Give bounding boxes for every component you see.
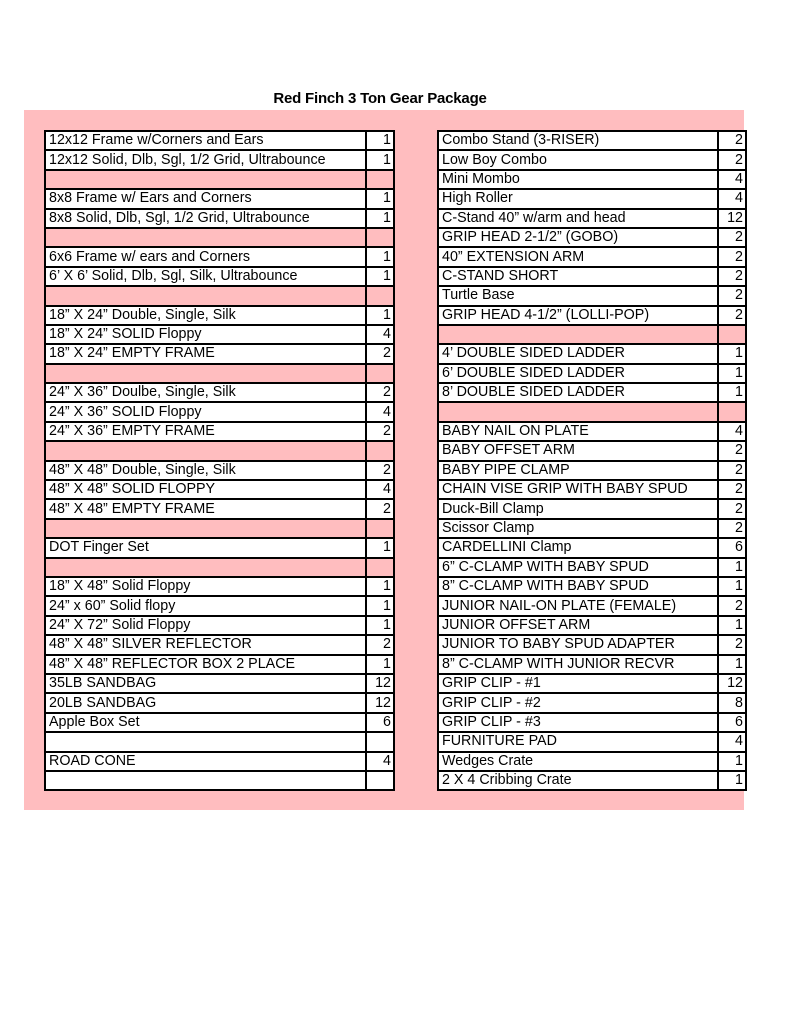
left-item-qty: 12	[366, 693, 394, 712]
column-spacer	[394, 286, 438, 305]
left-item-name: 48” X 48” Double, Single, Silk	[45, 461, 366, 480]
left-item-qty: 1	[366, 209, 394, 228]
left-item-name: 24” X 36” SOLID Floppy	[45, 402, 366, 421]
table-row	[45, 771, 746, 790]
left-item-qty	[366, 228, 394, 247]
column-spacer	[394, 480, 438, 499]
left-item-name: 24” X 36” EMPTY FRAME	[45, 422, 366, 441]
right-item-qty: 2	[718, 441, 746, 460]
right-item-name: 8’ DOUBLE SIDED LADDER	[438, 383, 718, 402]
column-spacer	[394, 209, 438, 228]
right-item-qty: 2	[718, 286, 746, 305]
table-row	[45, 693, 746, 712]
right-item-qty	[718, 402, 746, 421]
column-spacer	[394, 364, 438, 383]
right-item-qty: 2	[718, 499, 746, 518]
right-item-name: FURNITURE PAD	[438, 732, 718, 751]
right-item-name	[438, 402, 718, 421]
right-item-name: CHAIN VISE GRIP WITH BABY SPUD	[438, 480, 718, 499]
column-spacer	[394, 402, 438, 421]
right-item-name: 4’ DOUBLE SIDED LADDER	[438, 344, 718, 363]
right-item-name: GRIP HEAD 4-1/2” (LOLLI-POP)	[438, 306, 718, 325]
right-item-qty: 1	[718, 577, 746, 596]
left-item-name: 18” X 48” Solid Floppy	[45, 577, 366, 596]
column-spacer	[394, 752, 438, 771]
column-spacer	[394, 693, 438, 712]
left-item-qty: 1	[366, 306, 394, 325]
left-item-name: 48” X 48” SOLID FLOPPY	[45, 480, 366, 499]
table-row	[45, 286, 746, 305]
column-spacer	[394, 422, 438, 441]
left-item-name: Apple Box Set	[45, 713, 366, 732]
right-item-qty: 4	[718, 732, 746, 751]
table-row	[45, 170, 746, 189]
right-item-qty: 2	[718, 519, 746, 538]
column-spacer	[394, 538, 438, 557]
left-item-name: 24” X 36” Doulbe, Single, Silk	[45, 383, 366, 402]
left-item-qty: 1	[366, 596, 394, 615]
table-row	[45, 655, 746, 674]
right-item-qty: 2	[718, 306, 746, 325]
right-item-qty: 1	[718, 616, 746, 635]
column-spacer	[394, 616, 438, 635]
left-item-qty: 2	[366, 422, 394, 441]
left-item-name: ROAD CONE	[45, 752, 366, 771]
table-row	[45, 713, 746, 732]
left-item-name	[45, 558, 366, 577]
column-spacer	[394, 306, 438, 325]
left-item-qty	[366, 732, 394, 751]
left-item-name: 6x6 Frame w/ ears and Corners	[45, 247, 366, 266]
column-spacer	[394, 383, 438, 402]
column-spacer	[394, 558, 438, 577]
left-item-qty	[366, 364, 394, 383]
right-item-name: JUNIOR TO BABY SPUD ADAPTER	[438, 635, 718, 654]
gear-table-body	[45, 131, 746, 790]
left-item-name: 24” x 60” Solid flopy	[45, 596, 366, 615]
right-item-qty: 2	[718, 228, 746, 247]
right-item-qty: 4	[718, 189, 746, 208]
right-item-qty: 2	[718, 247, 746, 266]
table-row	[45, 189, 746, 208]
left-item-name	[45, 170, 366, 189]
page-title: Red Finch 3 Ton Gear Package	[273, 90, 487, 107]
column-spacer	[394, 150, 438, 169]
table-row	[45, 480, 746, 499]
right-item-name: Combo Stand (3-RISER)	[438, 131, 718, 150]
column-spacer	[394, 577, 438, 596]
left-item-qty: 4	[366, 752, 394, 771]
left-item-qty: 4	[366, 480, 394, 499]
table-row	[45, 538, 746, 557]
right-item-name: JUNIOR NAIL-ON PLATE (FEMALE)	[438, 596, 718, 615]
left-item-qty: 1	[366, 150, 394, 169]
table-row	[45, 499, 746, 518]
left-item-name: 18” X 24” EMPTY FRAME	[45, 344, 366, 363]
column-spacer	[394, 674, 438, 693]
right-item-qty: 1	[718, 655, 746, 674]
table-row	[45, 616, 746, 635]
column-spacer	[394, 325, 438, 344]
right-item-qty: 12	[718, 209, 746, 228]
table-row	[45, 228, 746, 247]
table-row	[45, 732, 746, 751]
right-item-name: Duck-Bill Clamp	[438, 499, 718, 518]
table-row	[45, 344, 746, 363]
column-spacer	[394, 170, 438, 189]
right-item-name: Mini Mombo	[438, 170, 718, 189]
left-item-name: 8x8 Frame w/ Ears and Corners	[45, 189, 366, 208]
right-item-name: BABY OFFSET ARM	[438, 441, 718, 460]
table-row	[45, 209, 746, 228]
left-item-qty: 1	[366, 189, 394, 208]
left-item-qty	[366, 771, 394, 790]
left-item-qty	[366, 519, 394, 538]
table-row	[45, 558, 746, 577]
left-item-qty: 1	[366, 247, 394, 266]
left-item-name: 20LB SANDBAG	[45, 693, 366, 712]
table-row	[45, 364, 746, 383]
left-item-qty: 2	[366, 461, 394, 480]
right-item-qty: 1	[718, 383, 746, 402]
right-item-name: 40” EXTENSION ARM	[438, 247, 718, 266]
left-item-qty	[366, 558, 394, 577]
left-item-name: 48” X 48” SILVER REFLECTOR	[45, 635, 366, 654]
left-item-qty: 12	[366, 674, 394, 693]
column-spacer	[394, 228, 438, 247]
left-item-name: 24” X 72” Solid Floppy	[45, 616, 366, 635]
left-item-name	[45, 441, 366, 460]
left-item-name	[45, 228, 366, 247]
right-item-name: 6” C-CLAMP WITH BABY SPUD	[438, 558, 718, 577]
left-item-qty: 1	[366, 616, 394, 635]
left-item-name	[45, 732, 366, 751]
table-row	[45, 131, 746, 150]
right-item-qty: 2	[718, 635, 746, 654]
right-item-qty: 4	[718, 422, 746, 441]
table-row	[45, 461, 746, 480]
table-row	[45, 247, 746, 266]
column-spacer	[394, 499, 438, 518]
left-item-name	[45, 364, 366, 383]
table-row	[45, 577, 746, 596]
left-item-name: 48” X 48” REFLECTOR BOX 2 PLACE	[45, 655, 366, 674]
left-item-qty: 2	[366, 635, 394, 654]
left-item-qty: 2	[366, 344, 394, 363]
right-item-name: 8” C-CLAMP WITH JUNIOR RECVR	[438, 655, 718, 674]
left-item-name: 6’ X 6’ Solid, Dlb, Sgl, Silk, Ultrabounce	[45, 267, 366, 286]
column-spacer	[394, 771, 438, 790]
left-item-qty: 1	[366, 131, 394, 150]
left-item-name: 12x12 Solid, Dlb, Sgl, 1/2 Grid, Ultrabounce	[45, 150, 366, 169]
right-item-name	[438, 325, 718, 344]
left-item-name: 12x12 Frame w/Corners and Ears	[45, 131, 366, 150]
left-item-qty: 1	[366, 655, 394, 674]
column-spacer	[394, 461, 438, 480]
column-spacer	[394, 441, 438, 460]
right-item-name: GRIP CLIP - #1	[438, 674, 718, 693]
right-item-qty: 2	[718, 131, 746, 150]
right-item-name: High Roller	[438, 189, 718, 208]
left-item-qty: 4	[366, 325, 394, 344]
right-item-name: GRIP CLIP - #2	[438, 693, 718, 712]
gear-table	[44, 130, 747, 791]
left-item-qty: 6	[366, 713, 394, 732]
table-row	[45, 752, 746, 771]
left-item-qty: 1	[366, 538, 394, 557]
right-item-qty: 2	[718, 150, 746, 169]
left-item-name: DOT Finger Set	[45, 538, 366, 557]
left-item-qty: 2	[366, 499, 394, 518]
right-item-qty: 4	[718, 170, 746, 189]
right-item-name: C-Stand 40” w/arm and head	[438, 209, 718, 228]
table-row	[45, 635, 746, 654]
left-item-qty: 2	[366, 383, 394, 402]
right-item-name: C-STAND SHORT	[438, 267, 718, 286]
right-item-name: JUNIOR OFFSET ARM	[438, 616, 718, 635]
right-item-qty: 2	[718, 480, 746, 499]
left-item-qty: 1	[366, 267, 394, 286]
right-item-qty: 12	[718, 674, 746, 693]
table-row	[45, 441, 746, 460]
left-item-name: 18” X 24” SOLID Floppy	[45, 325, 366, 344]
column-spacer	[394, 247, 438, 266]
column-spacer	[394, 635, 438, 654]
left-item-qty	[366, 441, 394, 460]
table-row	[45, 383, 746, 402]
table-row	[45, 402, 746, 421]
right-item-name: Turtle Base	[438, 286, 718, 305]
left-item-qty	[366, 286, 394, 305]
table-row	[45, 519, 746, 538]
right-item-name: Scissor Clamp	[438, 519, 718, 538]
left-item-name	[45, 286, 366, 305]
right-item-name: CARDELLINI Clamp	[438, 538, 718, 557]
right-item-name: 6’ DOUBLE SIDED LADDER	[438, 364, 718, 383]
column-spacer	[394, 344, 438, 363]
left-item-name: 48” X 48” EMPTY FRAME	[45, 499, 366, 518]
right-item-qty: 1	[718, 344, 746, 363]
table-row	[45, 596, 746, 615]
right-item-qty: 8	[718, 693, 746, 712]
column-spacer	[394, 713, 438, 732]
left-item-name: 18” X 24” Double, Single, Silk	[45, 306, 366, 325]
table-row	[45, 306, 746, 325]
right-item-qty	[718, 325, 746, 344]
table-row	[45, 422, 746, 441]
right-item-name: Wedges Crate	[438, 752, 718, 771]
left-item-name: 35LB SANDBAG	[45, 674, 366, 693]
left-item-qty: 1	[366, 577, 394, 596]
right-item-qty: 1	[718, 771, 746, 790]
left-item-name: 8x8 Solid, Dlb, Sgl, 1/2 Grid, Ultrabounce	[45, 209, 366, 228]
right-item-name: BABY PIPE CLAMP	[438, 461, 718, 480]
left-item-qty: 4	[366, 402, 394, 421]
column-spacer	[394, 267, 438, 286]
right-item-name: 2 X 4 Cribbing Crate	[438, 771, 718, 790]
right-item-name: BABY NAIL ON PLATE	[438, 422, 718, 441]
right-item-name: GRIP CLIP - #3	[438, 713, 718, 732]
column-spacer	[394, 655, 438, 674]
right-item-qty: 2	[718, 596, 746, 615]
table-row	[45, 325, 746, 344]
right-item-qty: 1	[718, 558, 746, 577]
table-row	[45, 267, 746, 286]
left-item-qty	[366, 170, 394, 189]
right-item-name: 8” C-CLAMP WITH BABY SPUD	[438, 577, 718, 596]
right-item-qty: 6	[718, 538, 746, 557]
table-row	[45, 674, 746, 693]
left-item-name	[45, 519, 366, 538]
right-item-qty: 2	[718, 461, 746, 480]
column-spacer	[394, 131, 438, 150]
left-item-name	[45, 771, 366, 790]
column-spacer	[394, 189, 438, 208]
right-item-name: GRIP HEAD 2-1/2” (GOBO)	[438, 228, 718, 247]
table-row	[45, 150, 746, 169]
right-item-qty: 1	[718, 752, 746, 771]
right-item-qty: 1	[718, 364, 746, 383]
column-spacer	[394, 519, 438, 538]
right-item-name: Low Boy Combo	[438, 150, 718, 169]
right-item-qty: 6	[718, 713, 746, 732]
column-spacer	[394, 732, 438, 751]
column-spacer	[394, 596, 438, 615]
right-item-qty: 2	[718, 267, 746, 286]
